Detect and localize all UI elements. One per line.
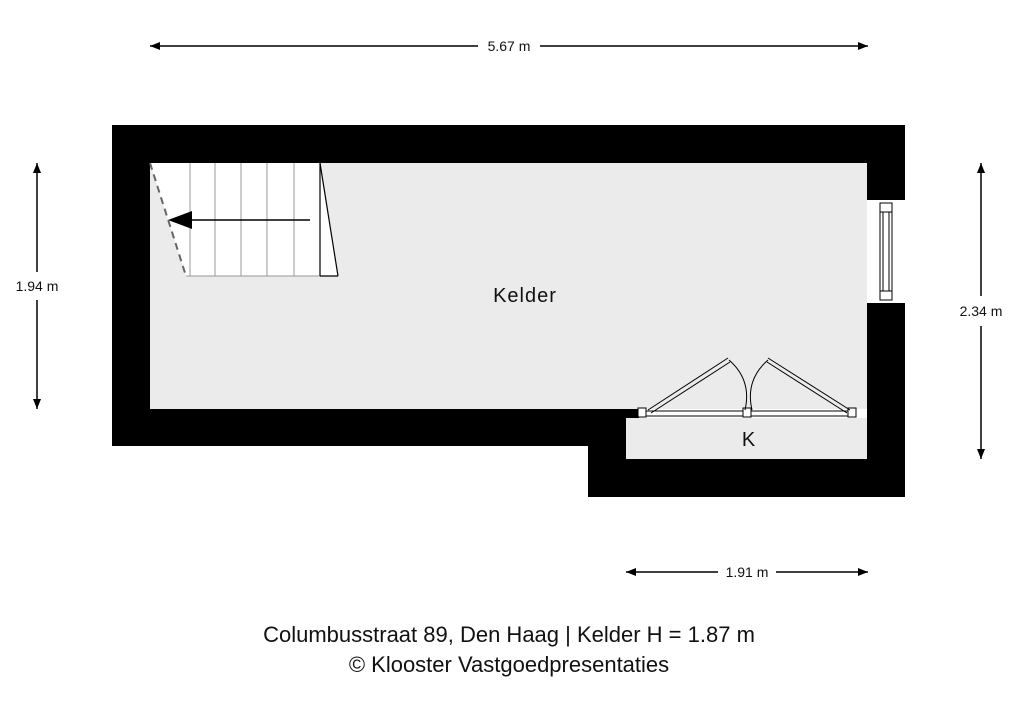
dimension-left-height (16, 163, 59, 409)
dimension-bottom-width (626, 564, 868, 580)
dimension-right-height-label: 2.34 m (959, 303, 1003, 319)
dimension-top-width-label: 5.67 m (487, 38, 531, 54)
window (880, 203, 892, 300)
dimension-bottom-width-label: 1.91 m (725, 564, 769, 580)
dimension-right-height (960, 163, 1003, 459)
dimension-left-height-label: 1.94 m (15, 278, 59, 294)
caption-address: Columbusstraat 89, Den Haag | Kelder H = 1.87 m (263, 622, 755, 647)
dimension-top-width (150, 38, 868, 54)
caption-copyright: © Klooster Vastgoedpresentaties (348, 652, 670, 677)
room-label-kelder: Kelder (493, 285, 557, 307)
room-label-k: K (741, 429, 757, 451)
